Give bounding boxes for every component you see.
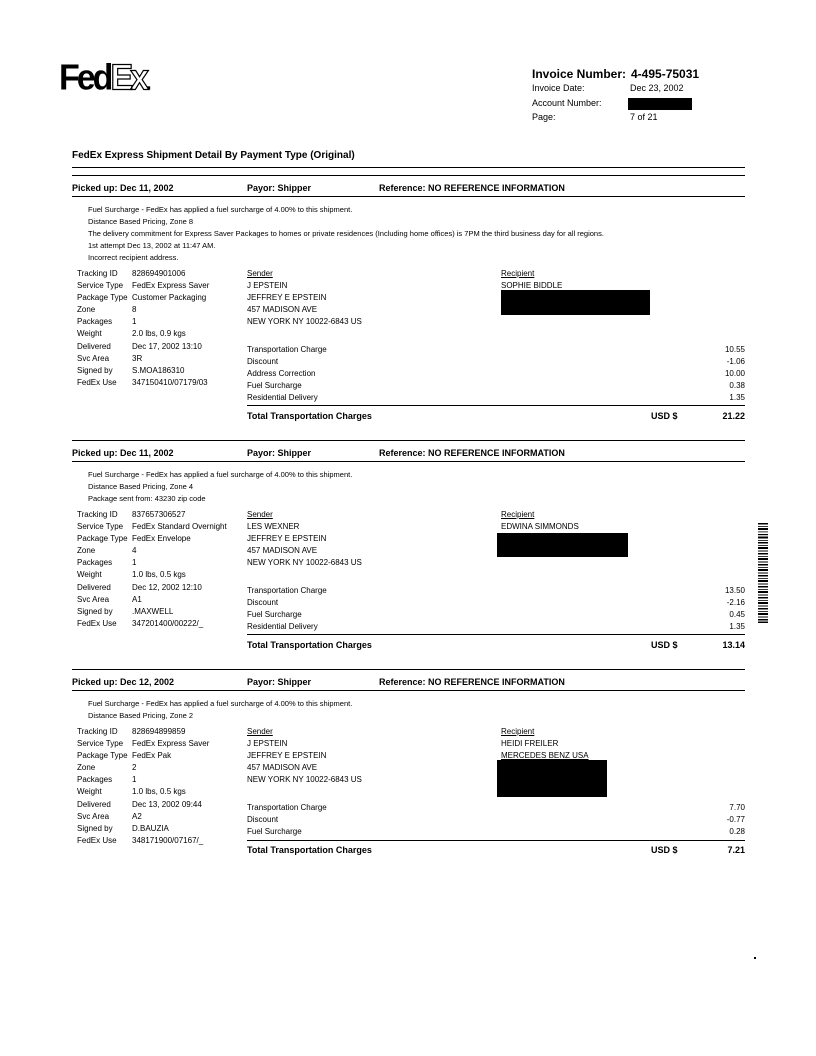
charge-label: Transportation Charge bbox=[247, 803, 327, 812]
charge-amount: 0.45 bbox=[729, 610, 745, 619]
recipient-address-redaction bbox=[501, 290, 650, 315]
shipment-notes bbox=[88, 469, 352, 505]
charge-amount: -0.77 bbox=[726, 815, 745, 824]
sender-line: LES WEXNER bbox=[247, 522, 300, 532]
charge-amount: 1.35 bbox=[729, 393, 745, 402]
charge-label: Transportation Charge bbox=[247, 345, 327, 354]
shipment-notes bbox=[88, 204, 604, 264]
detail-label: Service Type bbox=[77, 281, 124, 291]
charge-label: Transportation Charge bbox=[247, 586, 327, 595]
detail-value: FedEx Pak bbox=[132, 751, 172, 761]
charge-label: Fuel Surcharge bbox=[247, 381, 302, 390]
note-line: Incorrect recipient address. bbox=[88, 253, 179, 262]
detail-label: Package Type bbox=[77, 293, 128, 303]
sender-line: JEFFREY E EPSTEIN bbox=[247, 293, 327, 303]
detail-label: Signed by bbox=[77, 823, 113, 833]
detail-value: .MAXWELL bbox=[132, 606, 174, 616]
sender-block bbox=[247, 726, 362, 786]
page-label: Page: bbox=[532, 112, 556, 122]
shipment-header-divider bbox=[72, 196, 745, 197]
total-amount: 13.14 bbox=[722, 640, 745, 650]
detail-value: 828694899859 bbox=[132, 727, 186, 736]
recipient-line: MERCEDES BENZ USA bbox=[501, 751, 589, 761]
detail-value: Dec 12, 2002 12:10 bbox=[132, 582, 202, 592]
total-currency: USD $ bbox=[651, 411, 678, 421]
sender-block bbox=[247, 509, 362, 569]
sender-label: Sender bbox=[247, 510, 273, 519]
detail-label: Signed by bbox=[77, 365, 113, 375]
note-line: Distance Based Pricing, Zone 8 bbox=[88, 217, 194, 226]
detail-value: Dec 13, 2002 09:44 bbox=[132, 799, 202, 809]
detail-label: Weight bbox=[77, 329, 102, 339]
detail-value: 3R bbox=[132, 353, 143, 363]
total-amount: 7.21 bbox=[727, 845, 745, 855]
charge-row bbox=[247, 344, 745, 356]
detail-value: 2.0 lbs, 0.9 kgs bbox=[132, 329, 186, 339]
detail-value: S.MOA186310 bbox=[132, 365, 185, 375]
note-line: 1st attempt Dec 13, 2002 at 11:47 AM. bbox=[88, 241, 216, 250]
detail-label: Service Type bbox=[77, 522, 124, 532]
note-line: The delivery commitment for Express Saver Packages to homes or private residences (Including home offices) is 7PM the third business day for all regions. bbox=[88, 229, 604, 238]
fedex-logo bbox=[59, 57, 152, 104]
charge-row bbox=[247, 368, 745, 380]
picked-up-date: Picked up: Dec 11, 2002 bbox=[72, 183, 174, 193]
recipient-label: Recipient bbox=[501, 269, 535, 278]
note-line: Fuel Surcharge - FedEx has applied a fuel surcharge of 4.00% to this shipment. bbox=[88, 699, 353, 708]
shipment-top-divider bbox=[72, 175, 745, 176]
detail-label: Packages bbox=[77, 558, 113, 568]
total-divider bbox=[247, 840, 745, 841]
sender-line: 457 MADISON AVE bbox=[247, 546, 318, 556]
invoice-number-value: 4-495-75031 bbox=[631, 67, 700, 81]
detail-label: Signed by bbox=[77, 606, 113, 616]
note-line: Fuel Surcharge - FedEx has applied a fuel surcharge of 4.00% to this shipment. bbox=[88, 470, 353, 479]
charge-label: Discount bbox=[247, 357, 279, 366]
charge-row bbox=[247, 392, 745, 404]
detail-label: Zone bbox=[77, 763, 96, 773]
sender-line: NEW YORK NY 10022-6843 US bbox=[247, 775, 362, 785]
charge-amount: 10.55 bbox=[724, 345, 745, 354]
detail-value: A2 bbox=[132, 811, 142, 821]
charge-amount: -2.16 bbox=[726, 598, 745, 607]
picked-up-date: Picked up: Dec 12, 2002 bbox=[72, 677, 175, 687]
charge-row bbox=[247, 826, 745, 838]
account-number-redaction bbox=[628, 98, 692, 110]
total-label: Total Transportation Charges bbox=[247, 411, 372, 421]
sender-label: Sender bbox=[247, 269, 273, 278]
charges-list bbox=[247, 802, 745, 838]
recipient-block bbox=[501, 726, 589, 762]
detail-label: FedEx Use bbox=[77, 618, 117, 628]
charge-amount: 0.38 bbox=[729, 381, 745, 390]
payor: Payor: Shipper bbox=[247, 183, 312, 193]
charge-amount: 1.35 bbox=[729, 622, 745, 631]
shipment-top-divider bbox=[72, 440, 745, 441]
charge-label: Fuel Surcharge bbox=[247, 610, 302, 619]
detail-label: Packages bbox=[77, 775, 113, 785]
note-line: Distance Based Pricing, Zone 2 bbox=[88, 711, 194, 720]
recipient-line: HEIDI FREILER bbox=[501, 739, 559, 749]
detail-value: 347201400/00222/_ bbox=[132, 618, 204, 628]
detail-value: FedEx Express Saver bbox=[132, 739, 210, 749]
recipient-line: EDWINA SIMMONDS bbox=[501, 522, 579, 532]
detail-value: 1 bbox=[132, 558, 137, 568]
detail-value: 2 bbox=[132, 763, 137, 773]
detail-label: Weight bbox=[77, 570, 102, 580]
shipment-top-divider bbox=[72, 669, 745, 670]
shipment-header-divider bbox=[72, 690, 745, 691]
detail-value: 828694901006 bbox=[132, 269, 186, 278]
detail-value: 1 bbox=[132, 317, 137, 327]
reference: Reference: NO REFERENCE INFORMATION bbox=[379, 677, 565, 687]
recipient-label: Recipient bbox=[501, 727, 535, 736]
logo-ex-text: Ex bbox=[110, 57, 147, 98]
shipment-notes bbox=[88, 698, 352, 722]
detail-value: D.BAUZIA bbox=[132, 823, 169, 833]
detail-value: Dec 17, 2002 13:10 bbox=[132, 341, 202, 351]
total-amount: 21.22 bbox=[722, 411, 745, 421]
note-line: Fuel Surcharge - FedEx has applied a fuel surcharge of 4.00% to this shipment. bbox=[88, 205, 353, 214]
charges-list bbox=[247, 585, 745, 633]
detail-value: FedEx Express Saver bbox=[132, 281, 210, 291]
page-mark bbox=[754, 957, 756, 959]
charge-amount: 13.50 bbox=[724, 586, 745, 595]
picked-up-date: Picked up: Dec 11, 2002 bbox=[72, 448, 174, 458]
charge-row bbox=[247, 597, 745, 609]
recipient-line: SOPHIE BIDDLE bbox=[501, 281, 563, 291]
detail-label: Package Type bbox=[77, 534, 128, 544]
invoice-number-label: Invoice Number: bbox=[532, 67, 627, 81]
detail-value: A1 bbox=[132, 594, 142, 604]
logo-fed-text: Fed bbox=[59, 57, 111, 98]
detail-label: Delivered bbox=[77, 799, 111, 809]
charge-row bbox=[247, 802, 745, 814]
reference: Reference: NO REFERENCE INFORMATION bbox=[379, 448, 565, 458]
detail-label: Tracking ID bbox=[77, 727, 118, 736]
recipient-label: Recipient bbox=[501, 510, 535, 519]
detail-label: FedEx Use bbox=[77, 835, 117, 845]
charges-list bbox=[247, 344, 745, 404]
charge-row bbox=[247, 380, 745, 392]
logo-dot: . bbox=[146, 71, 152, 95]
detail-label: Tracking ID bbox=[77, 269, 118, 278]
page-value: 7 of 21 bbox=[630, 112, 658, 122]
total-label: Total Transportation Charges bbox=[247, 640, 372, 650]
invoice-date-label: Invoice Date: bbox=[532, 83, 585, 93]
detail-label: Packages bbox=[77, 317, 113, 327]
account-number-label: Account Number: bbox=[532, 98, 602, 108]
detail-label: Service Type bbox=[77, 739, 124, 749]
recipient-address-redaction bbox=[497, 760, 607, 797]
detail-label: Zone bbox=[77, 546, 96, 556]
sender-line: 457 MADISON AVE bbox=[247, 763, 318, 773]
reference: Reference: NO REFERENCE INFORMATION bbox=[379, 183, 565, 193]
detail-label: Package Type bbox=[77, 751, 128, 761]
sender-label: Sender bbox=[247, 727, 273, 736]
charge-row bbox=[247, 609, 745, 621]
charge-label: Address Correction bbox=[247, 369, 316, 378]
note-line: Package sent from: 43230 zip code bbox=[88, 494, 206, 503]
sender-line: JEFFREY E EPSTEIN bbox=[247, 751, 327, 761]
page-title: FedEx Express Shipment Detail By Payment Type (Original) bbox=[72, 150, 355, 161]
detail-value: FedEx Envelope bbox=[132, 534, 191, 544]
detail-label: FedEx Use bbox=[77, 377, 117, 387]
charge-row bbox=[247, 814, 745, 826]
detail-value: 348171900/07167/_ bbox=[132, 835, 204, 845]
shipment-header-divider bbox=[72, 461, 745, 462]
charge-label: Discount bbox=[247, 598, 279, 607]
title-divider bbox=[72, 167, 745, 168]
detail-label: Svc Area bbox=[77, 594, 110, 604]
detail-value: FedEx Standard Overnight bbox=[132, 522, 227, 532]
total-divider bbox=[247, 634, 745, 635]
sender-line: NEW YORK NY 10022-6843 US bbox=[247, 558, 362, 568]
detail-label: Weight bbox=[77, 787, 102, 797]
detail-value: 8 bbox=[132, 305, 137, 315]
detail-label: Tracking ID bbox=[77, 510, 118, 519]
charge-label: Fuel Surcharge bbox=[247, 827, 302, 836]
detail-value: 837657306527 bbox=[132, 510, 186, 519]
sender-line: 457 MADISON AVE bbox=[247, 305, 318, 315]
detail-value: 347150410/07179/03 bbox=[132, 377, 208, 387]
charge-row bbox=[247, 621, 745, 633]
sender-line: NEW YORK NY 10022-6843 US bbox=[247, 317, 362, 327]
detail-value: 1.0 lbs, 0.5 kgs bbox=[132, 570, 186, 580]
sender-line: J EPSTEIN bbox=[247, 739, 288, 749]
payor: Payor: Shipper bbox=[247, 448, 312, 458]
note-line: Distance Based Pricing, Zone 4 bbox=[88, 482, 194, 491]
invoice-date-value: Dec 23, 2002 bbox=[630, 83, 684, 93]
barcode-graphic bbox=[758, 523, 768, 623]
sender-line: JEFFREY E EPSTEIN bbox=[247, 534, 327, 544]
recipient-address-redaction bbox=[497, 533, 628, 557]
sender-line: J EPSTEIN bbox=[247, 281, 288, 291]
detail-label: Zone bbox=[77, 305, 96, 315]
detail-value: 4 bbox=[132, 546, 137, 556]
detail-value: Customer Packaging bbox=[132, 293, 207, 303]
total-currency: USD $ bbox=[651, 845, 678, 855]
detail-label: Svc Area bbox=[77, 811, 110, 821]
charge-amount: -1.06 bbox=[726, 357, 745, 366]
sender-block bbox=[247, 268, 362, 328]
charge-row bbox=[247, 585, 745, 597]
detail-label: Delivered bbox=[77, 341, 111, 351]
total-label: Total Transportation Charges bbox=[247, 845, 372, 855]
charge-label: Discount bbox=[247, 815, 279, 824]
recipient-block bbox=[501, 268, 562, 292]
detail-value: 1 bbox=[132, 775, 137, 785]
total-currency: USD $ bbox=[651, 640, 678, 650]
recipient-block bbox=[501, 509, 579, 533]
total-divider bbox=[247, 405, 745, 406]
charge-amount: 0.28 bbox=[729, 827, 745, 836]
detail-value: 1.0 lbs, 0.5 kgs bbox=[132, 787, 186, 797]
payor: Payor: Shipper bbox=[247, 677, 312, 687]
detail-label: Svc Area bbox=[77, 353, 110, 363]
charge-label: Residential Delivery bbox=[247, 393, 318, 402]
charge-label: Residential Delivery bbox=[247, 622, 318, 631]
charge-amount: 7.70 bbox=[729, 803, 745, 812]
charge-row bbox=[247, 356, 745, 368]
detail-label: Delivered bbox=[77, 582, 111, 592]
charge-amount: 10.00 bbox=[724, 369, 745, 378]
